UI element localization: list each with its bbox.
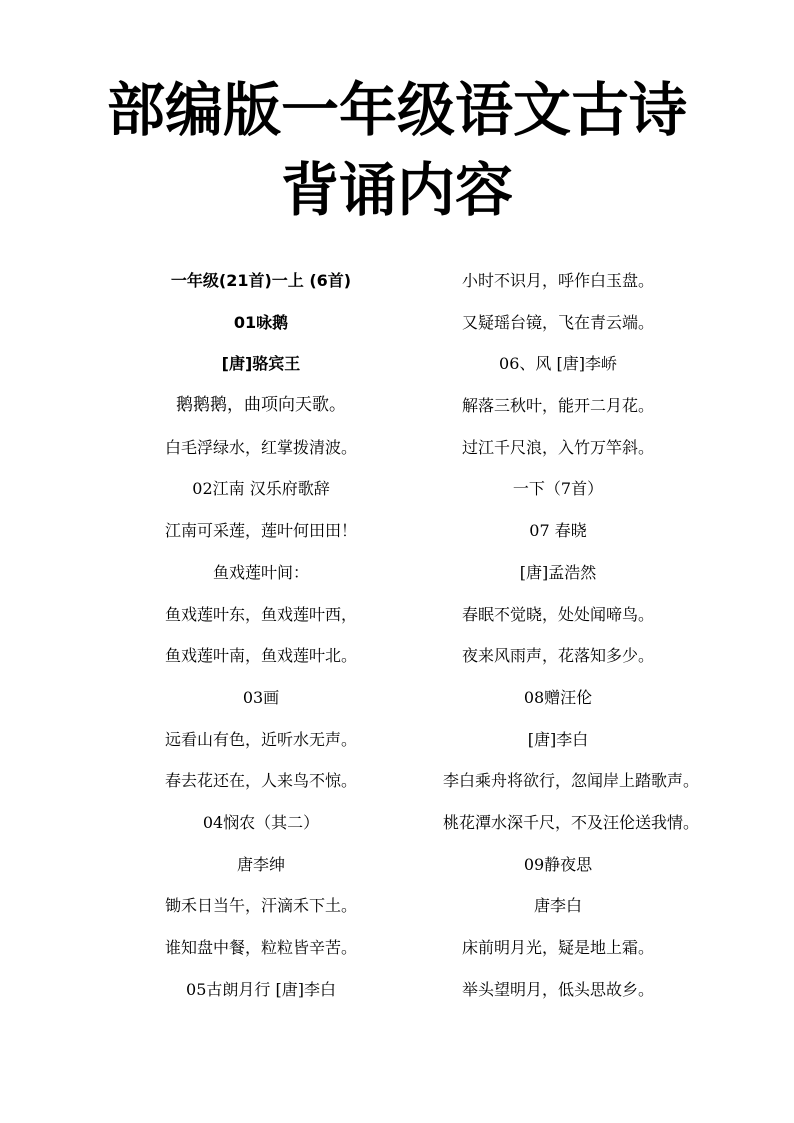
poem-line: 鱼戏莲叶南，鱼戏莲叶北。 (164, 646, 357, 666)
poem-line: 鱼戏莲叶间： (212, 562, 309, 582)
right-column (443, 260, 700, 1010)
poem-author-01: [唐]骆宾王 (221, 354, 301, 374)
left-column (146, 260, 376, 1010)
poem-line: 床前明月光，疑是地上霜。 (461, 938, 654, 957)
poem-author-08: [唐]李白 (527, 729, 589, 749)
poem-title-04: 04悯农（其二） (202, 812, 320, 832)
poem-line: 白毛浮绿水，红掌拨清波。 (164, 437, 357, 457)
poem-line: 举头望明月，低头思故乡。 (461, 979, 654, 999)
poem-title-05: 05古朗月行 [唐]李白 (186, 979, 336, 999)
poem-line: 春眠不觉晓，处处闻啼鸟。 (461, 604, 654, 624)
poem-line: 桃花潭水深千尺，不及汪伦送我情。 (443, 812, 700, 832)
poem-title-03: 03画 (242, 687, 280, 707)
poem-line: 夜来风雨声，花落知多少。 (461, 646, 654, 666)
poem-author-04: 唐李绅 (236, 854, 285, 874)
poem-line: 过江千尺浪，入竹万竿斜。 (461, 437, 654, 457)
poem-title-08: 08赠汪伦 (523, 687, 593, 707)
poem-title-01: 01咏鹅 (233, 312, 289, 332)
poem-line: 解落三秋叶，能开二月花。 (461, 396, 654, 416)
poem-title-02: 02江南 汉乐府歌辞 (192, 479, 330, 499)
poem-title-07: 07 春晓 (529, 521, 587, 541)
document-title-line-2: 背诵内容 (280, 156, 513, 224)
poem-line: 李白乘舟将欲行，忽闻岸上踏歌声。 (443, 771, 700, 791)
poem-line: 小时不识月，呼作白玉盘。 (461, 271, 654, 290)
poem-line: 江南可采莲，莲叶何田田！ (164, 521, 357, 541)
section-heading-grade1-vol2: 一下（7首） (512, 479, 604, 499)
poem-author-07: [唐]孟浩然 (519, 562, 597, 582)
poem-line: 远看山有色，近听水无声。 (164, 729, 357, 749)
poem-title-06: 06、风 [唐]李峤 (499, 354, 617, 374)
poem-line: 谁知盘中餐，粒粒皆辛苦。 (164, 938, 357, 957)
poem-line: 锄禾日当午，汗滴禾下土。 (164, 896, 357, 916)
poem-author-09: 唐李白 (533, 896, 582, 916)
poem-line: 鹅鹅鹅，曲项向天歌。 (176, 395, 346, 416)
poem-title-09: 09静夜思 (523, 854, 593, 874)
section-heading-grade1-vol1: 一年级(21首)一上 (6首) (170, 271, 352, 290)
poem-line: 鱼戏莲叶东，鱼戏莲叶西， (164, 604, 357, 624)
poem-line: 春去花还在，人来鸟不惊。 (164, 771, 357, 791)
poem-line: 又疑瑶台镜，飞在青云端。 (461, 312, 654, 332)
document-title-line-1: 部编版一年级语文古诗 (106, 76, 687, 144)
